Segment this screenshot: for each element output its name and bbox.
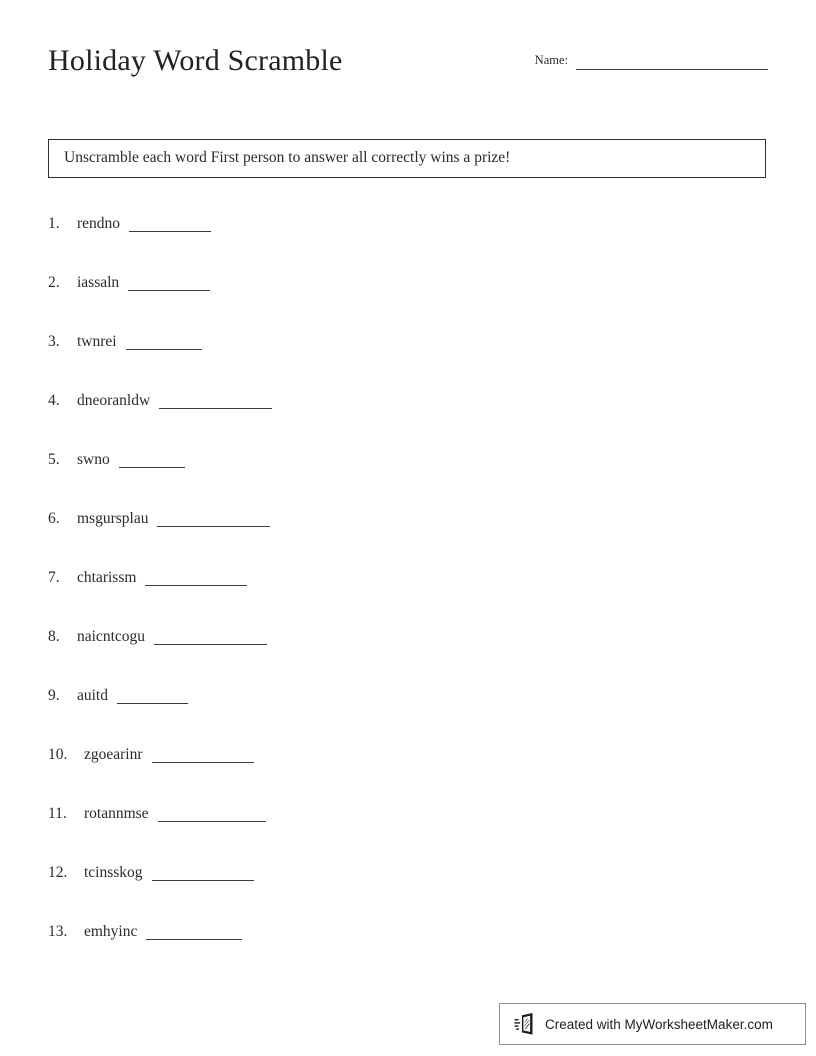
- answer-line[interactable]: [119, 467, 185, 468]
- instruction-box: [48, 139, 766, 178]
- scramble-item: [48, 922, 768, 981]
- scrambled-word: swno: [77, 451, 110, 468]
- scrambled-word: dneoranldw: [77, 392, 151, 409]
- scrambled-word: msgursplau: [77, 510, 149, 527]
- scrambled-word: twnrei: [77, 333, 117, 350]
- item-number: 1.: [48, 215, 60, 232]
- item-number: 2.: [48, 274, 60, 291]
- scrambled-word: auitd: [77, 687, 108, 704]
- worksheet-maker-logo-icon: [514, 1012, 536, 1036]
- scramble-item: [48, 745, 768, 804]
- answer-line[interactable]: [145, 585, 247, 586]
- name-input-line[interactable]: [576, 56, 768, 70]
- name-field: [535, 53, 768, 70]
- scrambled-word: zgoearinr: [84, 746, 143, 763]
- scramble-item: [48, 214, 768, 273]
- scramble-item: [48, 804, 768, 863]
- answer-line[interactable]: [128, 290, 210, 291]
- scramble-item: [48, 450, 768, 509]
- scramble-list: [48, 214, 768, 981]
- scrambled-word: iassaln: [77, 274, 120, 291]
- worksheet-header: [48, 44, 768, 94]
- footer-badge[interactable]: [499, 1003, 806, 1045]
- item-number: 5.: [48, 451, 60, 468]
- scrambled-word: tcinsskog: [84, 864, 143, 881]
- item-number: 13.: [48, 923, 68, 940]
- page-title: Holiday Word Scramble: [48, 44, 343, 77]
- item-number: 11.: [48, 805, 67, 822]
- answer-line[interactable]: [152, 880, 254, 881]
- answer-line[interactable]: [129, 231, 211, 232]
- answer-line[interactable]: [146, 939, 242, 940]
- item-number: 4.: [48, 392, 60, 409]
- answer-line[interactable]: [117, 703, 188, 704]
- scramble-item: [48, 273, 768, 332]
- answer-line[interactable]: [154, 644, 267, 645]
- name-label: Name:: [534, 53, 568, 67]
- scrambled-word: chtarissm: [77, 569, 137, 586]
- scrambled-word: rendno: [77, 215, 121, 232]
- item-number: 8.: [48, 628, 60, 645]
- item-number: 10.: [48, 746, 68, 763]
- scramble-item: [48, 863, 768, 922]
- scramble-item: [48, 568, 768, 627]
- scrambled-word: emhyinc: [84, 923, 138, 940]
- answer-line[interactable]: [152, 762, 254, 763]
- scramble-item: [48, 332, 768, 391]
- answer-line[interactable]: [158, 821, 266, 822]
- answer-line[interactable]: [159, 408, 272, 409]
- answer-line[interactable]: [126, 349, 202, 350]
- scramble-item: [48, 627, 768, 686]
- item-number: 6.: [48, 510, 60, 527]
- footer-credit-text: Created with MyWorksheetMaker.com: [545, 1016, 773, 1032]
- instruction-text: Unscramble each word First person to answer all correctly wins a prize!: [64, 149, 511, 167]
- item-number: 7.: [48, 569, 60, 586]
- answer-line[interactable]: [157, 526, 270, 527]
- scramble-item: [48, 391, 768, 450]
- item-number: 9.: [48, 687, 60, 704]
- item-number: 3.: [48, 333, 60, 350]
- scrambled-word: rotannmse: [84, 805, 149, 822]
- scrambled-word: naicntcogu: [77, 628, 146, 645]
- item-number: 12.: [48, 864, 68, 881]
- scramble-item: [48, 686, 768, 745]
- scramble-item: [48, 509, 768, 568]
